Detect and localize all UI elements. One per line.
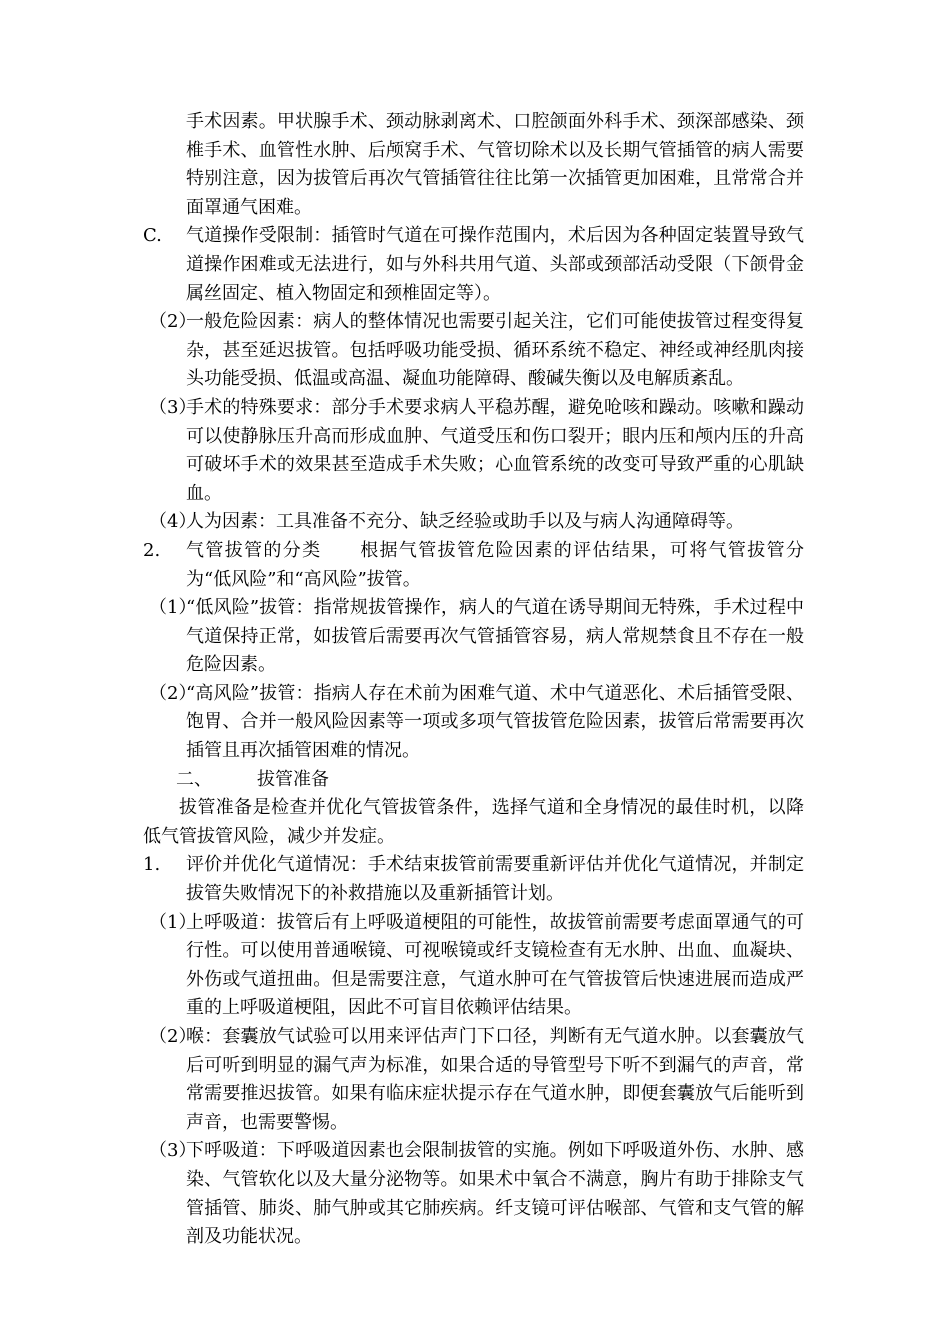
paragraph-text: 手术的特殊要求：部分手术要求病人平稳苏醒，避免呛咳和躁动。咳嗽和躁动可以使静脉压升高而形成血肿、气道受压和伤口裂开；眼内压和颅内压的升高可破坏手术的效果甚至造成手术失败；心血管系统的改变可导致严重的心肌缺血。 <box>186 396 804 504</box>
item-2-extubation-classification <box>143 537 804 594</box>
paragraph-text: “低风险”拔管：指常规拔管操作，病人的气道在诱导期间无特殊，手术过程中气道保持正常，如拔管后需要再次气管插管容易，病人常规禁食且不存在一般危险因素。 <box>186 597 804 676</box>
paragraph-text: 上呼吸道：拔管后有上呼吸道梗阻的可能性，故拔管前需要考虑面罩通气的可行性。可以使用普通喉镜、可视喉镜或纤支镜检查有无水肿、出血、血凝块、外伤或气道扭曲。但是需要注意，气道水肿可在气管拔管后快速进展而造成严重的上呼吸道梗阻，因此不可盲目依赖评估结果。 <box>186 911 804 1019</box>
list-marker: 2. <box>143 539 161 561</box>
item-3-lower-airway <box>149 1137 804 1251</box>
paragraph-text: “高风险”拔管：指病人存在术前为困难气道、术中气道恶化、术后插管受限、饱胃、合并一般风险因素等一项或多项气管拔管危险因素，拔管后常需要再次插管且再次插管困难的情况。 <box>186 682 804 762</box>
list-marker: （1） <box>149 911 197 933</box>
list-marker: （3） <box>149 1140 197 1162</box>
paragraph-text: 人为因素：工具准备不充分、缺乏经验或助手以及与病人沟通障碍等。 <box>186 511 744 533</box>
list-marker: （2） <box>149 1026 197 1047</box>
item-3-surgical-requirements <box>149 394 804 508</box>
paragraph-surgical-factors-continued <box>186 108 804 222</box>
item-2-larynx <box>149 1023 804 1137</box>
item-c-airway-restricted <box>143 222 804 308</box>
paragraph-text: 气道操作受限制：插管时气道在可操作范围内，术后因为各种固定装置导致气道操作困难或无法进行，如与外科共用气道、头部或颈部活动受限（下颌骨金属丝固定、植入物固定和颈椎固定等）。 <box>186 225 804 304</box>
paragraph-text: 评价并优化气道情况：手术结束拔管前需要重新评估并优化气道情况，并制定拔管失败情况下的补救措施以及重新插管计划。 <box>186 854 804 905</box>
list-marker: （2） <box>149 682 197 704</box>
item-1-upper-airway <box>149 909 804 1023</box>
section-heading-extubation-preparation: 二、 拔管准备 <box>176 768 329 790</box>
paragraph-preparation-intro <box>143 794 804 851</box>
item-2-high-risk <box>149 680 804 766</box>
list-marker: （1） <box>149 597 197 619</box>
item-1-evaluate-airway <box>143 851 804 908</box>
item-4-human-factors <box>149 508 804 537</box>
paragraph-text: 一般危险因素：病人的整体情况也需要引起关注，它们可能使拔管过程变得复杂，甚至延迟拔管。包括呼吸功能受损、循环系统不稳定、神经或神经肌肉接头功能受损、低温或高温、凝血功能障碍、酸碱失衡以及电解质紊乱。 <box>186 311 804 390</box>
list-marker: 1. <box>143 854 161 876</box>
paragraph-text: 喉：套囊放气试验可以用来评估声门下口径，判断有无气道水肿。以套囊放气后可听到明显的漏气声为标准，如果合适的导管型号下听不到漏气的声音，常常需要推迟拔管。如果有临床症状提示存在气道水肿，即便套囊放气后能听到声音，也需要警惕。 <box>186 1026 804 1133</box>
list-marker: （3） <box>149 396 197 418</box>
list-marker: （4） <box>149 511 197 533</box>
list-marker: （2） <box>149 311 197 333</box>
paragraph-text: 气管拔管的分类 根据气管拔管危险因素的评估结果，可将气管拔管分为“低风险”和“高风险”拔管。 <box>186 539 804 590</box>
list-marker: C. <box>143 225 162 247</box>
paragraph-text: 下呼吸道：下呼吸道因素也会限制拔管的实施。例如下呼吸道外伤、水肿、感染、气管软化以及大量分泌物等。如果术中氧合不满意，胸片有助于排除支气管插管、肺炎、肺气肿或其它肺疾病。纤支镜可评估喉部、气管和支气管的解剖及功能状况。 <box>186 1140 804 1248</box>
paragraph-text: 手术因素。甲状腺手术、颈动脉剥离术、口腔颌面外科手术、颈深部感染、颈椎手术、血管性水肿、后颅窝手术、气管切除术以及长期气管插管的病人需要特别注意，因为拔管后再次气管插管往往比第一次插管更加困难，且常常合并面罩通气困难。 <box>186 111 804 218</box>
paragraph-text: 拔管准备是检查并优化气管拔管条件，选择气道和全身情况的最佳时机，以降低气管拔管风险，减少并发症。 <box>143 797 804 847</box>
item-1-low-risk <box>149 594 804 680</box>
document-page <box>0 108 950 1252</box>
item-2-general-risk <box>149 308 804 394</box>
